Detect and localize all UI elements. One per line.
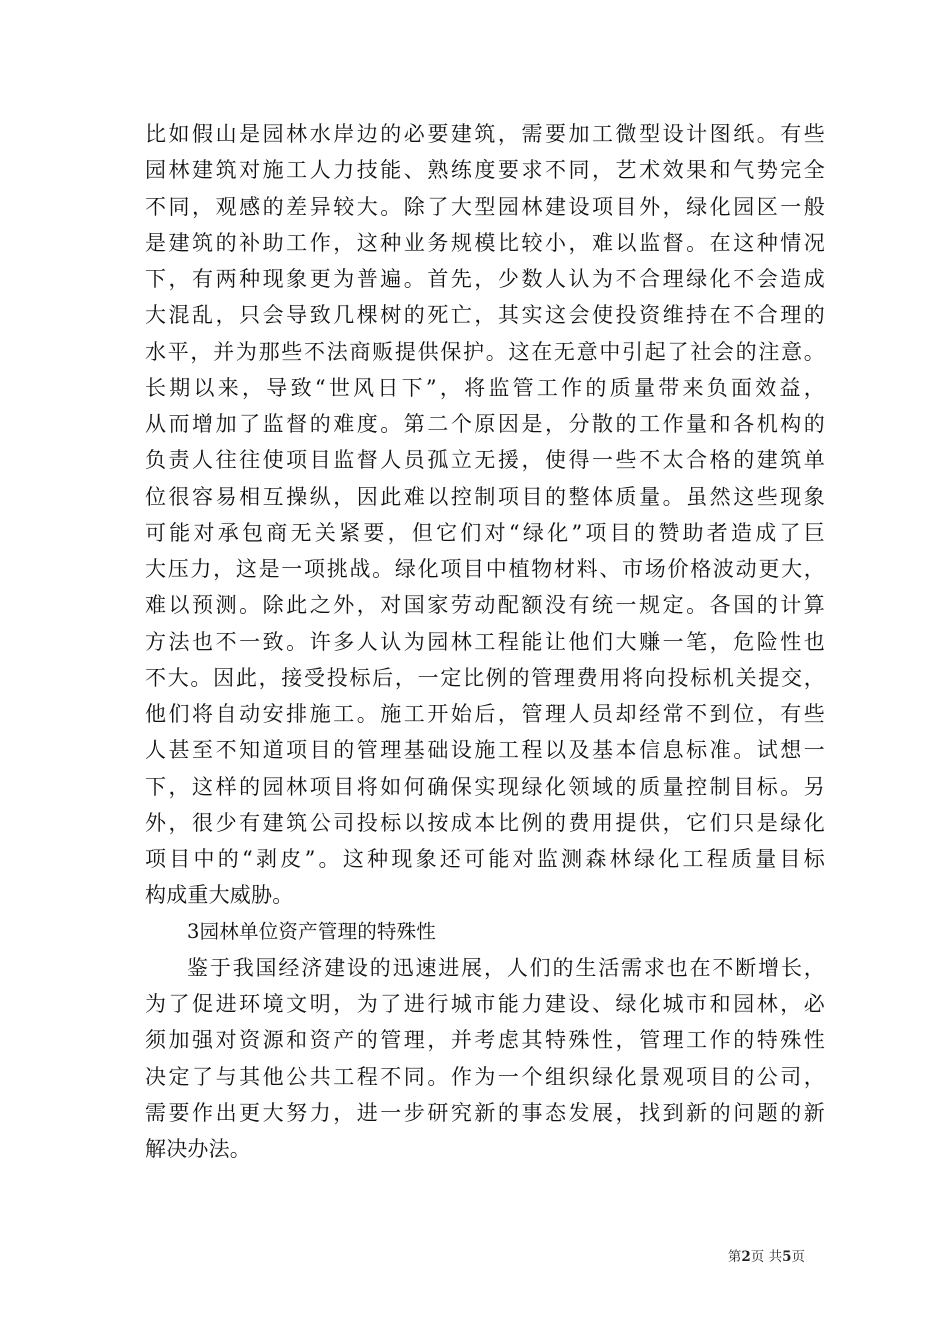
text-line: 下，这样的园林项目将如何确保实现绿化领域的质量控制目标。另 <box>145 774 825 799</box>
text-line: 鉴于我国经济建设的迅速进展，人们的生活需求也在不断增长， <box>187 955 825 980</box>
text-line: 负责人往往使项目监督人员孤立无援，使得一些不太合格的建筑单 <box>145 448 825 473</box>
text-line: 难以预测。除此之外，对国家劳动配额没有统一规定。各国的计算 <box>145 593 825 618</box>
current-page-number: 2 <box>741 1249 751 1265</box>
paragraph-1 <box>145 116 825 914</box>
text-line: 为了促进环境文明，为了进行城市能力建设、绿化城市和园林，必 <box>145 992 825 1016</box>
text-line: 人甚至不知道项目的管理基础设施工程以及基本信息标准。试想一 <box>145 738 825 763</box>
footer-suffix: 页 <box>791 1249 805 1265</box>
text-line: 比如假山是园林水岸边的必要建筑，需要加工微型设计图纸。有些 <box>145 122 825 146</box>
text-line: 外，很少有建筑公司投标以按成本比例的费用提供，它们只是绿化 <box>145 810 825 835</box>
text-line: 解决办法。 <box>145 1137 251 1161</box>
text-line: 大混乱，只会导致几棵树的死亡，其实这会使投资维持在不合理的 <box>145 303 825 328</box>
text-line: 是建筑的补助工作，这种业务规模比较小，难以监督。在这种情况 <box>145 230 825 255</box>
text-line: 他们将自动安排施工。施工开始后，管理人员却经常不到位，有些 <box>145 702 825 726</box>
footer-middle: 页 共 <box>750 1249 783 1265</box>
text-line: 不大。因此，接受投标后，一定比例的管理费用将向投标机关提交， <box>145 665 825 690</box>
text-line: 决定了与其他公共工程不同。作为一个组织绿化景观项目的公司， <box>145 1064 825 1089</box>
document-page <box>145 116 825 1167</box>
text-line: 从而增加了监督的难度。第二个原因是，分散的工作量和各机构的 <box>145 412 825 436</box>
text-line: 构成重大威胁。 <box>145 883 294 908</box>
text-line: 下，有两种现象更为普遍。首先，少数人认为不合理绿化不会造成 <box>145 267 825 291</box>
text-line: 长期以来，导致“世风日下”，将监管工作的质量带来负面效益， <box>145 375 825 400</box>
footer-prefix: 第 <box>727 1249 742 1265</box>
text-line: 水平，并为那些不法商贩提供保护。这在无意中引起了社会的注意。 <box>145 339 825 364</box>
paragraph-2 <box>145 950 825 1168</box>
text-line: 不同，观感的差异较大。除了大型园林建设项目外，绿化园区一般 <box>145 194 825 219</box>
text-line: 方法也不一致。许多人认为园林工程能让他们大赚一笔，危险性也 <box>145 629 825 654</box>
text-line: 项目中的“剥皮”。这种现象还可能对监测森林绿化工程质量目标 <box>145 847 825 871</box>
text-line: 需要作出更大努力，进一步研究新的事态发展，找到新的问题的新 <box>145 1100 825 1125</box>
total-pages-number: 5 <box>782 1249 792 1265</box>
text-line: 可能对承包商无关紧要，但它们对“绿化”项目的赞助者造成了巨 <box>145 520 825 545</box>
section-heading: 3园林单位资产管理的特殊性 <box>187 919 437 943</box>
text-line: 园林建筑对施工人力技能、熟练度要求不同，艺术效果和气势完全 <box>145 158 825 183</box>
text-line: 须加强对资源和资产的管理，并考虑其特殊性，管理工作的特殊性 <box>145 1028 825 1053</box>
page-number-footer <box>728 1248 805 1266</box>
text-line: 大压力，这是一项挑战。绿化项目中植物材料、市场价格波动更大， <box>145 557 825 581</box>
text-line: 位很容易相互操纵，因此难以控制项目的整体质量。虽然这些现象 <box>145 484 825 509</box>
